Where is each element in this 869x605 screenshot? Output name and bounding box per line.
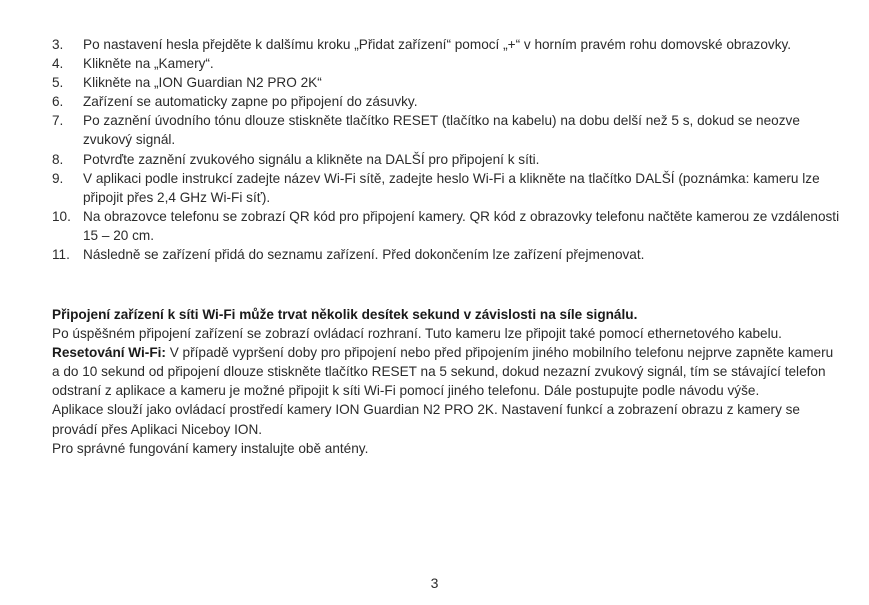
step-item (52, 54, 842, 73)
step-text: Potvrďte zaznění zvukového signálu a klikněte na DALŠÍ pro připojení k síti. (83, 151, 540, 167)
page-number: 3 (430, 575, 439, 591)
wifi-notes-section (52, 305, 842, 458)
step-number: 6. (52, 94, 64, 110)
setup-steps-list (52, 35, 842, 264)
step-item (52, 35, 842, 54)
step-text: V aplikaci podle instrukcí zadejte název Wi-Fi sítě, zadejte heslo Wi-Fi a klikněte na tlačítko DALŠÍ (poznámka: kameru lze připojit přes 2,4 GHz Wi-Fi síť). (83, 170, 820, 205)
step-item (52, 73, 842, 92)
step-text: Následně se zařízení přidá do seznamu zařízení. Před dokončením lze zařízení přejmenovat. (83, 247, 645, 263)
step-item (52, 92, 842, 111)
step-text: Po nastavení hesla přejděte k dalšímu kroku „Přidat zařízení“ pomocí „+“ v horním pravém rohu domovské obrazovky. (83, 37, 792, 52)
step-number: 4. (52, 56, 64, 72)
wifi-reset-text: V případě vypršení doby pro připojení nebo před připojením jiného mobilního telefonu nejprve zapněte kameru a do 10 sekund od připojení dlouze stiskněte tlačítko RESET na 5 sekund, dokud nezazní zvukový signál, tím se stávající telefon odstraní z aplikace a kameru je možné připojit k síti Wi-Fi pomocí jiného telefonu. Dále postupujte podle návodu výše. (52, 345, 834, 399)
step-text: Po zaznění úvodního tónu dlouze stiskněte tlačítko RESET (tlačítko na kabelu) na dobu delší než 5 s, dokud se neozve zvukový signál. (83, 113, 800, 148)
step-item (52, 245, 842, 264)
step-item (52, 169, 842, 207)
step-number: 10. (52, 208, 71, 224)
wifi-reset-paragraph (52, 343, 842, 400)
step-text: Klikněte na „Kamery“. (83, 56, 214, 72)
step-text: Zařízení se automaticky zapne po připojení do zásuvky. (83, 94, 418, 110)
step-number: 9. (52, 170, 64, 186)
app-description-paragraph: Aplikace slouží jako ovládací prostředí kamery ION Guardian N2 PRO 2K. Nastavení funkcí a zobrazení obrazu z kamery se provádí přes Aplikaci Niceboy ION. (52, 402, 800, 437)
step-item (52, 111, 842, 149)
antenna-paragraph: Pro správné fungování kamery instalujte obě antény. (52, 440, 369, 456)
step-text: Na obrazovce telefonu se zobrazí QR kód pro připojení kamery. QR kód z obrazovky telefonu načtěte kamerou ze vzdálenosti 15 – 20 cm. (83, 208, 840, 243)
connection-success-paragraph: Po úspěšném připojení zařízení se zobrazí ovládací rozhraní. Tuto kameru lze připojit také pomocí ethernetového kabelu. (52, 326, 782, 342)
wifi-connection-note-heading: Připojení zařízení k síti Wi-Fi může trvat několik desítek sekund v závislosti na síle signálu. (52, 307, 638, 322)
step-number: 3. (52, 37, 64, 52)
step-number: 7. (52, 113, 64, 129)
step-item (52, 207, 842, 245)
step-number: 11. (52, 247, 70, 263)
step-item (52, 150, 842, 169)
step-text: Klikněte na „ION Guardian N2 PRO 2K“ (83, 75, 322, 91)
step-number: 8. (52, 151, 64, 167)
wifi-reset-label: Resetování Wi-Fi: (52, 345, 166, 361)
step-number: 5. (52, 75, 64, 91)
